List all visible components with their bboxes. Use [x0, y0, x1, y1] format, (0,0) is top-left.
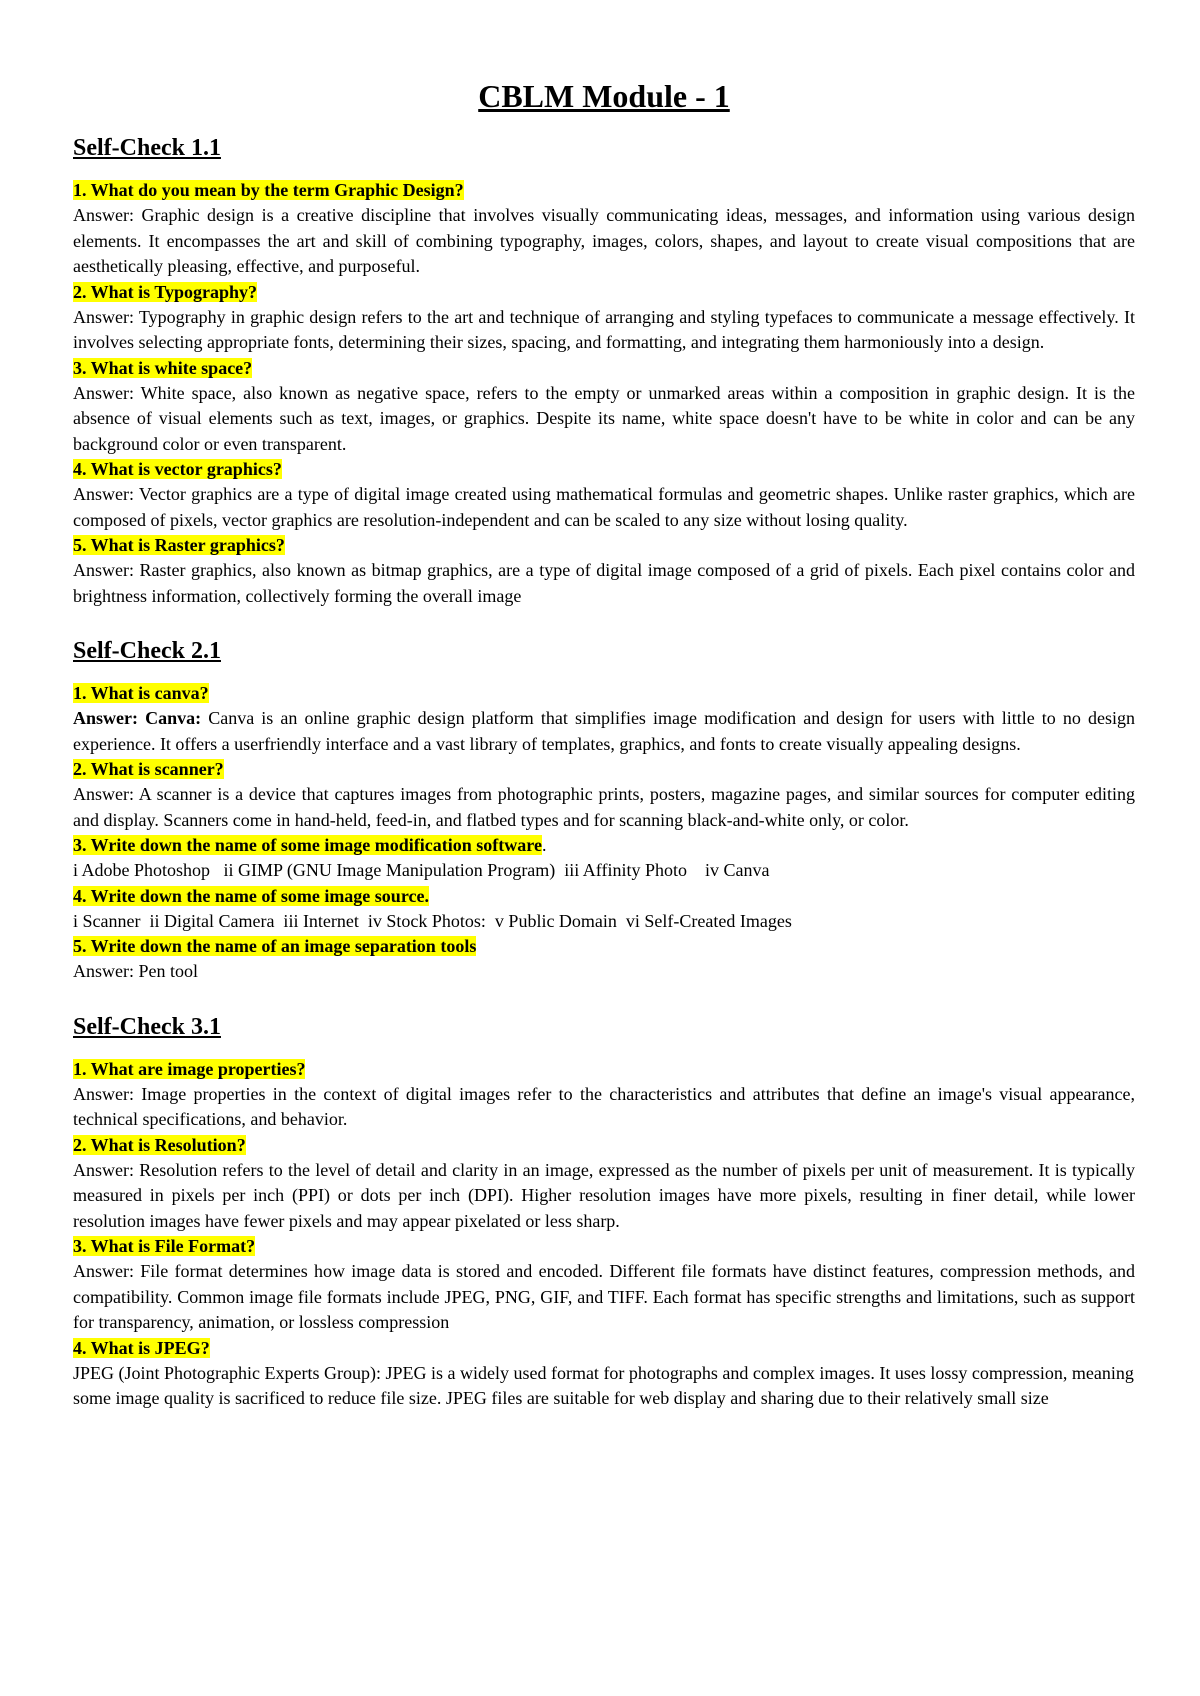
question-text: 4. What is vector graphics?: [73, 459, 282, 479]
question: [73, 356, 1135, 381]
qa-list: [73, 1057, 1135, 1412]
question-text: 1. What do you mean by the term Graphic Design?: [73, 180, 464, 200]
qa-list: [73, 178, 1135, 609]
section-self-check-1-1: [73, 132, 1135, 609]
question-text: 5. What is Raster graphics?: [73, 535, 285, 555]
answer: Answer: Resolution refers to the level of detail and clarity in an image, expressed as the number of pixels per unit of measurement. It is typically measured in pixels per inch (PPI) or dots per inch (DPI). Higher resolution images have more pixels, resulting in finer detail, while lower resolution images have fewer pixels and may appear pixelated or less sharp.: [73, 1159, 1135, 1231]
question: [73, 178, 1135, 203]
question: [73, 457, 1135, 482]
question-text: 5. Write down the name of an image separation tools: [73, 936, 477, 956]
question: [73, 533, 1135, 558]
question-text: 2. What is Typography?: [73, 281, 258, 302]
page-title: CBLM Module - 1: [478, 78, 730, 114]
question-text: 1. What is canva?: [73, 683, 209, 703]
question-text: 3. What is File Format?: [73, 1236, 256, 1256]
answer-text: Canva is an online graphic design platform that simplifies image modification and design for users with little to no design experience. It offers a userfriendly interface and a vast library of templates, graphics, and fonts to create visually appealing designs.: [73, 708, 1135, 754]
question-text: 4. Write down the name of some image source.: [73, 885, 429, 906]
answer: Answer: White space, also known as negative space, refers to the empty or unmarked areas within a composition in graphic design. It is the absence of visual elements such as text, images, or graphics. Despite its name, white space doesn't have to be white in color and can be any background color or even transparent.: [73, 382, 1135, 454]
question: [73, 884, 1135, 909]
question-text: 3. Write down the name of some image modification software: [73, 835, 542, 855]
question-text: 4. What is JPEG?: [73, 1337, 210, 1358]
question: [73, 681, 1135, 706]
answer: JPEG (Joint Photographic Experts Group): JPEG is a widely used format for photographs and complex images. It uses lossy compression, meaning some image quality is sacrificed to reduce file size. JPEG files are suitable for web display and sharing due to their relatively small size: [73, 1362, 1134, 1408]
question-text: 2. What is scanner?: [73, 759, 224, 779]
question: [73, 1133, 1135, 1158]
question: [73, 833, 1135, 858]
question-text: 3. What is white space?: [73, 357, 253, 378]
answer: Answer: Raster graphics, also known as bitmap graphics, are a type of digital image composed of a grid of pixels. Each pixel contains color and brightness information, collectively forming the overall image: [73, 560, 1135, 606]
question: [73, 1336, 1135, 1361]
answer: Answer: Typography in graphic design refers to the art and technique of arranging and styling typefaces to communicate a message effectively. It involves selecting appropriate fonts, determining their sizes, spacing, and formatting, and integrating them harmoniously into a design.: [73, 306, 1135, 352]
question: [73, 757, 1135, 782]
section-title: Self-Check 2.1: [73, 638, 221, 664]
answer: Answer: Image properties in the context of digital images refer to the characteristics and attributes that define an image's visual appearance, technical specifications, and behavior.: [73, 1083, 1135, 1129]
answer-lead: Answer: Canva:: [73, 708, 202, 728]
question-text: 2. What is Resolution?: [73, 1134, 246, 1155]
answer: i Adobe Photoshop ii GIMP (GNU Image Manipulation Program) iii Affinity Photo iv Canva: [73, 860, 770, 880]
answer: [73, 706, 1135, 757]
answer: i Scanner ii Digital Camera iii Internet iv Stock Photos: v Public Domain vi Self-Created Images: [73, 910, 792, 931]
section-title: Self-Check 3.1: [73, 1013, 221, 1040]
answer: Answer: A scanner is a device that captures images from photographic prints, posters, magazine pages, and similar sources for computer editing and display. Scanners come in hand-held, feed-in, and flatbed types and for scanning black-and-white only, or color.: [73, 784, 1135, 830]
document-page: [73, 0, 1135, 1412]
question-tail: .: [541, 835, 547, 855]
question: [73, 1234, 1135, 1259]
section-self-check-2-1: [73, 635, 1135, 985]
answer: Answer: File format determines how image data is stored and encoded. Different file formats have distinct features, compression methods, and compatibility. Common image file formats include JPEG, PNG, GIF, and TIFF. Each format has specific strengths and limitations, such as support for transparency, animation, or lossless compression: [73, 1261, 1135, 1332]
answer: Answer: Graphic design is a creative discipline that involves visually communicating ideas, messages, and information using various design elements. It encompasses the art and skill of combining typography, images, colors, shapes, and layout to create visual compositions that are aesthetically pleasing, effective, and purposeful.: [73, 205, 1135, 276]
question: [73, 1057, 1135, 1082]
section-title: Self-Check 1.1: [73, 135, 221, 161]
question-text: 1. What are image properties?: [73, 1058, 306, 1079]
qa-list: [73, 681, 1135, 985]
answer: Answer: Vector graphics are a type of digital image created using mathematical formulas and geometric shapes. Unlike raster graphics, which are composed of pixels, vector graphics are resolution-independent and can be scaled to any size without losing quality.: [73, 484, 1135, 530]
question: [73, 280, 1135, 305]
question: [73, 934, 1135, 959]
answer: Answer: Pen tool: [73, 961, 198, 981]
section-self-check-3-1: [73, 1011, 1135, 1412]
